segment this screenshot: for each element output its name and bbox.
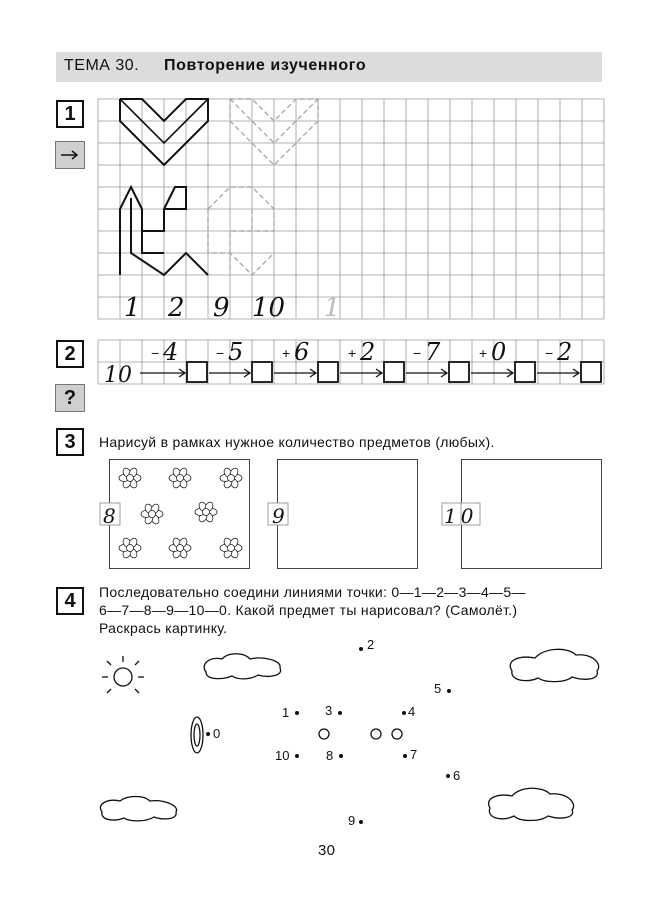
question-icon: ? [55, 384, 85, 412]
svg-text:6: 6 [453, 768, 461, 783]
dot-5 [447, 689, 451, 693]
frame-count-10: 10 [444, 504, 478, 528]
chain-start: 10 [104, 363, 132, 388]
svg-text:9: 9 [348, 813, 356, 828]
cloud-icon [489, 788, 574, 820]
task-4-line-2: 6—7—8—9—10—0. Какой предмет ты нарисовал? (Самолёт.) [99, 602, 518, 618]
dot-6 [446, 774, 450, 778]
dot-1 [295, 711, 299, 715]
copy-digit-1: 1 [124, 293, 141, 323]
op-value: 6 [294, 338, 310, 366]
task-2-number: 2 [56, 340, 84, 368]
op-sign: − [151, 345, 160, 361]
op-sign: − [545, 345, 554, 361]
copy-digit-2: 2 [168, 293, 185, 323]
cloud-icon [204, 654, 280, 679]
svg-text:0: 0 [213, 726, 221, 741]
dot-10 [295, 754, 299, 758]
svg-text:5: 5 [434, 681, 442, 696]
task-4-line-3: Раскрась картинку. [99, 620, 228, 636]
sun-icon [102, 656, 144, 693]
copy-digit-5: 1 [324, 293, 341, 323]
dot-0 [206, 732, 210, 736]
dot-9 [359, 820, 363, 824]
task-3-number: 3 [56, 428, 84, 456]
svg-text:2: 2 [367, 637, 375, 652]
task-1-number: 1 [56, 100, 84, 128]
op-sign: + [479, 345, 488, 361]
topic-title: Повторение изученного [164, 57, 367, 74]
op-sign: + [348, 345, 357, 361]
op-value: 0 [491, 338, 507, 366]
page-number: 30 [318, 842, 336, 859]
cloud-icon [510, 649, 598, 681]
svg-text:8: 8 [326, 748, 334, 763]
svg-text:3: 3 [325, 703, 333, 718]
topic-label: ТЕМА 30. [64, 57, 140, 74]
task-4-number: 4 [56, 587, 84, 615]
dot-8 [339, 754, 343, 758]
op-value: 7 [425, 338, 441, 366]
op-sign: − [216, 345, 225, 361]
copy-digit-4: 10 [252, 293, 286, 323]
op-value: 5 [228, 338, 244, 366]
task-3-instruction: Нарисуй в рамках нужное количество предметов (любых). [99, 434, 495, 450]
op-value: 4 [163, 338, 179, 366]
dot-3 [338, 711, 342, 715]
svg-text:4: 4 [408, 704, 416, 719]
dot-4 [402, 711, 406, 715]
svg-text:1: 1 [282, 705, 290, 720]
frame-count-9: 9 [272, 504, 285, 528]
cloud-icon [100, 797, 176, 821]
frame-count-8: 8 [103, 504, 116, 528]
op-sign: − [413, 345, 422, 361]
svg-text:10: 10 [275, 748, 290, 763]
copy-digit-3: 9 [213, 293, 230, 323]
task-4-line-1: Последовательно соедини линиями точки: 0—1—2—3—4—5— [99, 584, 526, 600]
dot-7 [403, 754, 407, 758]
op-sign: + [282, 345, 291, 361]
op-value: 2 [360, 338, 376, 366]
svg-text:7: 7 [410, 747, 418, 762]
window-icons [319, 729, 402, 739]
propeller-icon [191, 717, 203, 753]
dot-2 [359, 647, 363, 651]
op-value: 2 [557, 338, 573, 366]
